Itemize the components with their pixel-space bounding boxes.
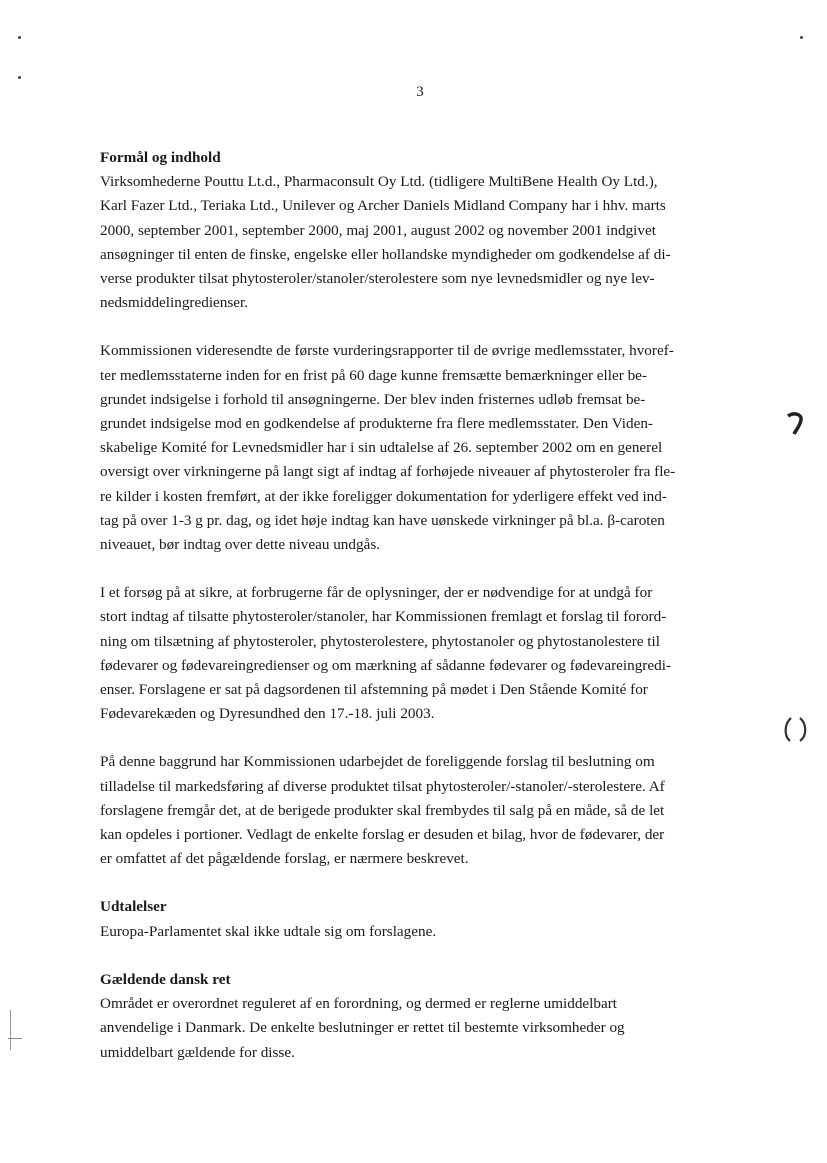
text-line: umiddelbart gældende for disse. (100, 1043, 295, 1061)
text-line: forslagene fremgår det, at de berigede produkter skal frembydes til salg på en måde, så de let (100, 801, 665, 819)
text-line: Kommissionen videresendte de første vurderingsrapporter til de øvrige medlemsstater, hvoref- (100, 342, 674, 360)
paragraph (100, 170, 740, 315)
text-line: niveauet, bør indtag over dette niveau undgås. (100, 536, 381, 554)
scan-speck (18, 36, 21, 39)
paragraph (100, 992, 740, 1065)
text-line: stort indtag af tilsatte phytosteroler/stanoler, har Kommissionen fremlagt et forslag til forord- (100, 608, 667, 626)
section-heading: Gældende dansk ret (100, 970, 231, 988)
section-heading: Formål og indhold (100, 149, 221, 166)
text-line: skabelige Komité for Levnedsmidler har i sin udtalelse af 26. september 2002 om en generel (100, 439, 663, 457)
paragraph (100, 581, 740, 726)
text-line: oversigt over virkningerne på langt sigt af indtag af forhøjede niveauer af phytosteroler fra fle- (100, 463, 676, 481)
page-number: 3 (416, 84, 424, 100)
text-line: I et forsøg på at sikre, at forbrugerne får de oplysninger, der er nødvendige for at undgå for (100, 584, 653, 602)
section (100, 968, 740, 1065)
text-line: fødevarer og fødevareingredienser og om mærkning af sådanne fødevarer og fødevareingredi- (100, 656, 671, 674)
text-line: verse produkter tilsat phytosteroler/stanoler/sterolestere som nye levnedsmidler og nye lev- (100, 270, 655, 288)
text-line: ansøgninger til enten de finske, engelske eller hollandske myndigheder om godkendelse af di- (100, 245, 671, 263)
section (100, 895, 740, 943)
scan-speck (800, 36, 803, 39)
text-line: Fødevarekæden og Dyresundhed den 17.-18. juli 2003. (100, 705, 435, 723)
text-line: kan opdeles i portioner. Vedlagt de enkelte forslag er desuden et bilag, hvor de fødevarer, der (100, 826, 665, 844)
text-line: nedsmiddelingredienser. (100, 294, 249, 312)
text-line: På denne baggrund har Kommissionen udarbejdet de foreliggende forslag til beslutning om (100, 753, 655, 771)
text-line: tilladelse til markedsføring af diverse produktet tilsat phytosteroler/-stanoler/-sterolestere. Af (100, 777, 665, 795)
punch-hole-mark (784, 410, 806, 436)
section-heading: Udtalelser (100, 898, 167, 916)
section (100, 146, 740, 871)
punch-hole-mark (782, 712, 810, 746)
text-line: ter medlemsstaterne inden for en frist på 60 dage kunne fremsætte bemærkninger eller be- (100, 366, 647, 384)
text-line: 2000, september 2001, september 2000, maj 2001, august 2002 og november 2001 indgivet (100, 221, 656, 239)
text-line: ning om tilsætning af phytosteroler, phytosterolestere, phytostanoler og phytostanolestere til (100, 632, 660, 650)
paragraph (100, 920, 740, 944)
scan-speck (18, 76, 21, 79)
document-body (100, 146, 740, 1089)
text-line: Europa-Parlamentet skal ikke udtale sig om forslagene. (100, 922, 437, 940)
text-line: er omfattet af det pågældende forslag, er nærmere beskrevet. (100, 850, 469, 868)
text-line: Virksomhederne Pouttu Lt.d., Pharmaconsult Oy Ltd. (tidligere MultiBene Health Oy Ltd.), (100, 173, 658, 191)
paragraph (100, 750, 740, 871)
text-line: grundet indsigelse mod en godkendelse af produkterne fra flere medlemsstater. Den Viden- (100, 415, 653, 433)
text-line: anvendelige i Danmark. De enkelte beslutninger er rettet til bestemte virksomheder og (100, 1019, 625, 1037)
paragraph (100, 339, 740, 557)
text-line: tag på over 1-3 g pr. dag, og idet høje indtag kan have uønskede virkninger på bl.a. β-caroten (100, 511, 665, 529)
scan-edge-line (10, 1010, 11, 1050)
scan-edge-dash (8, 1038, 22, 1039)
text-line: enser. Forslagene er sat på dagsordenen til afstemning på mødet i Den Stående Komité for (100, 681, 648, 699)
text-line: re kilder i kosten fremført, at der ikke foreligger dokumentation for yderligere effekt ved ind- (100, 487, 667, 505)
text-line: Karl Fazer Ltd., Teriaka Ltd., Unilever og Archer Daniels Midland Company har i hhv. marts (100, 197, 666, 215)
text-line: Området er overordnet reguleret af en forordning, og dermed er reglerne umiddelbart (100, 995, 617, 1013)
text-line: grundet indsigelse i forhold til ansøgningerne. Der blev inden fristernes udløb fremsat be- (100, 390, 646, 408)
